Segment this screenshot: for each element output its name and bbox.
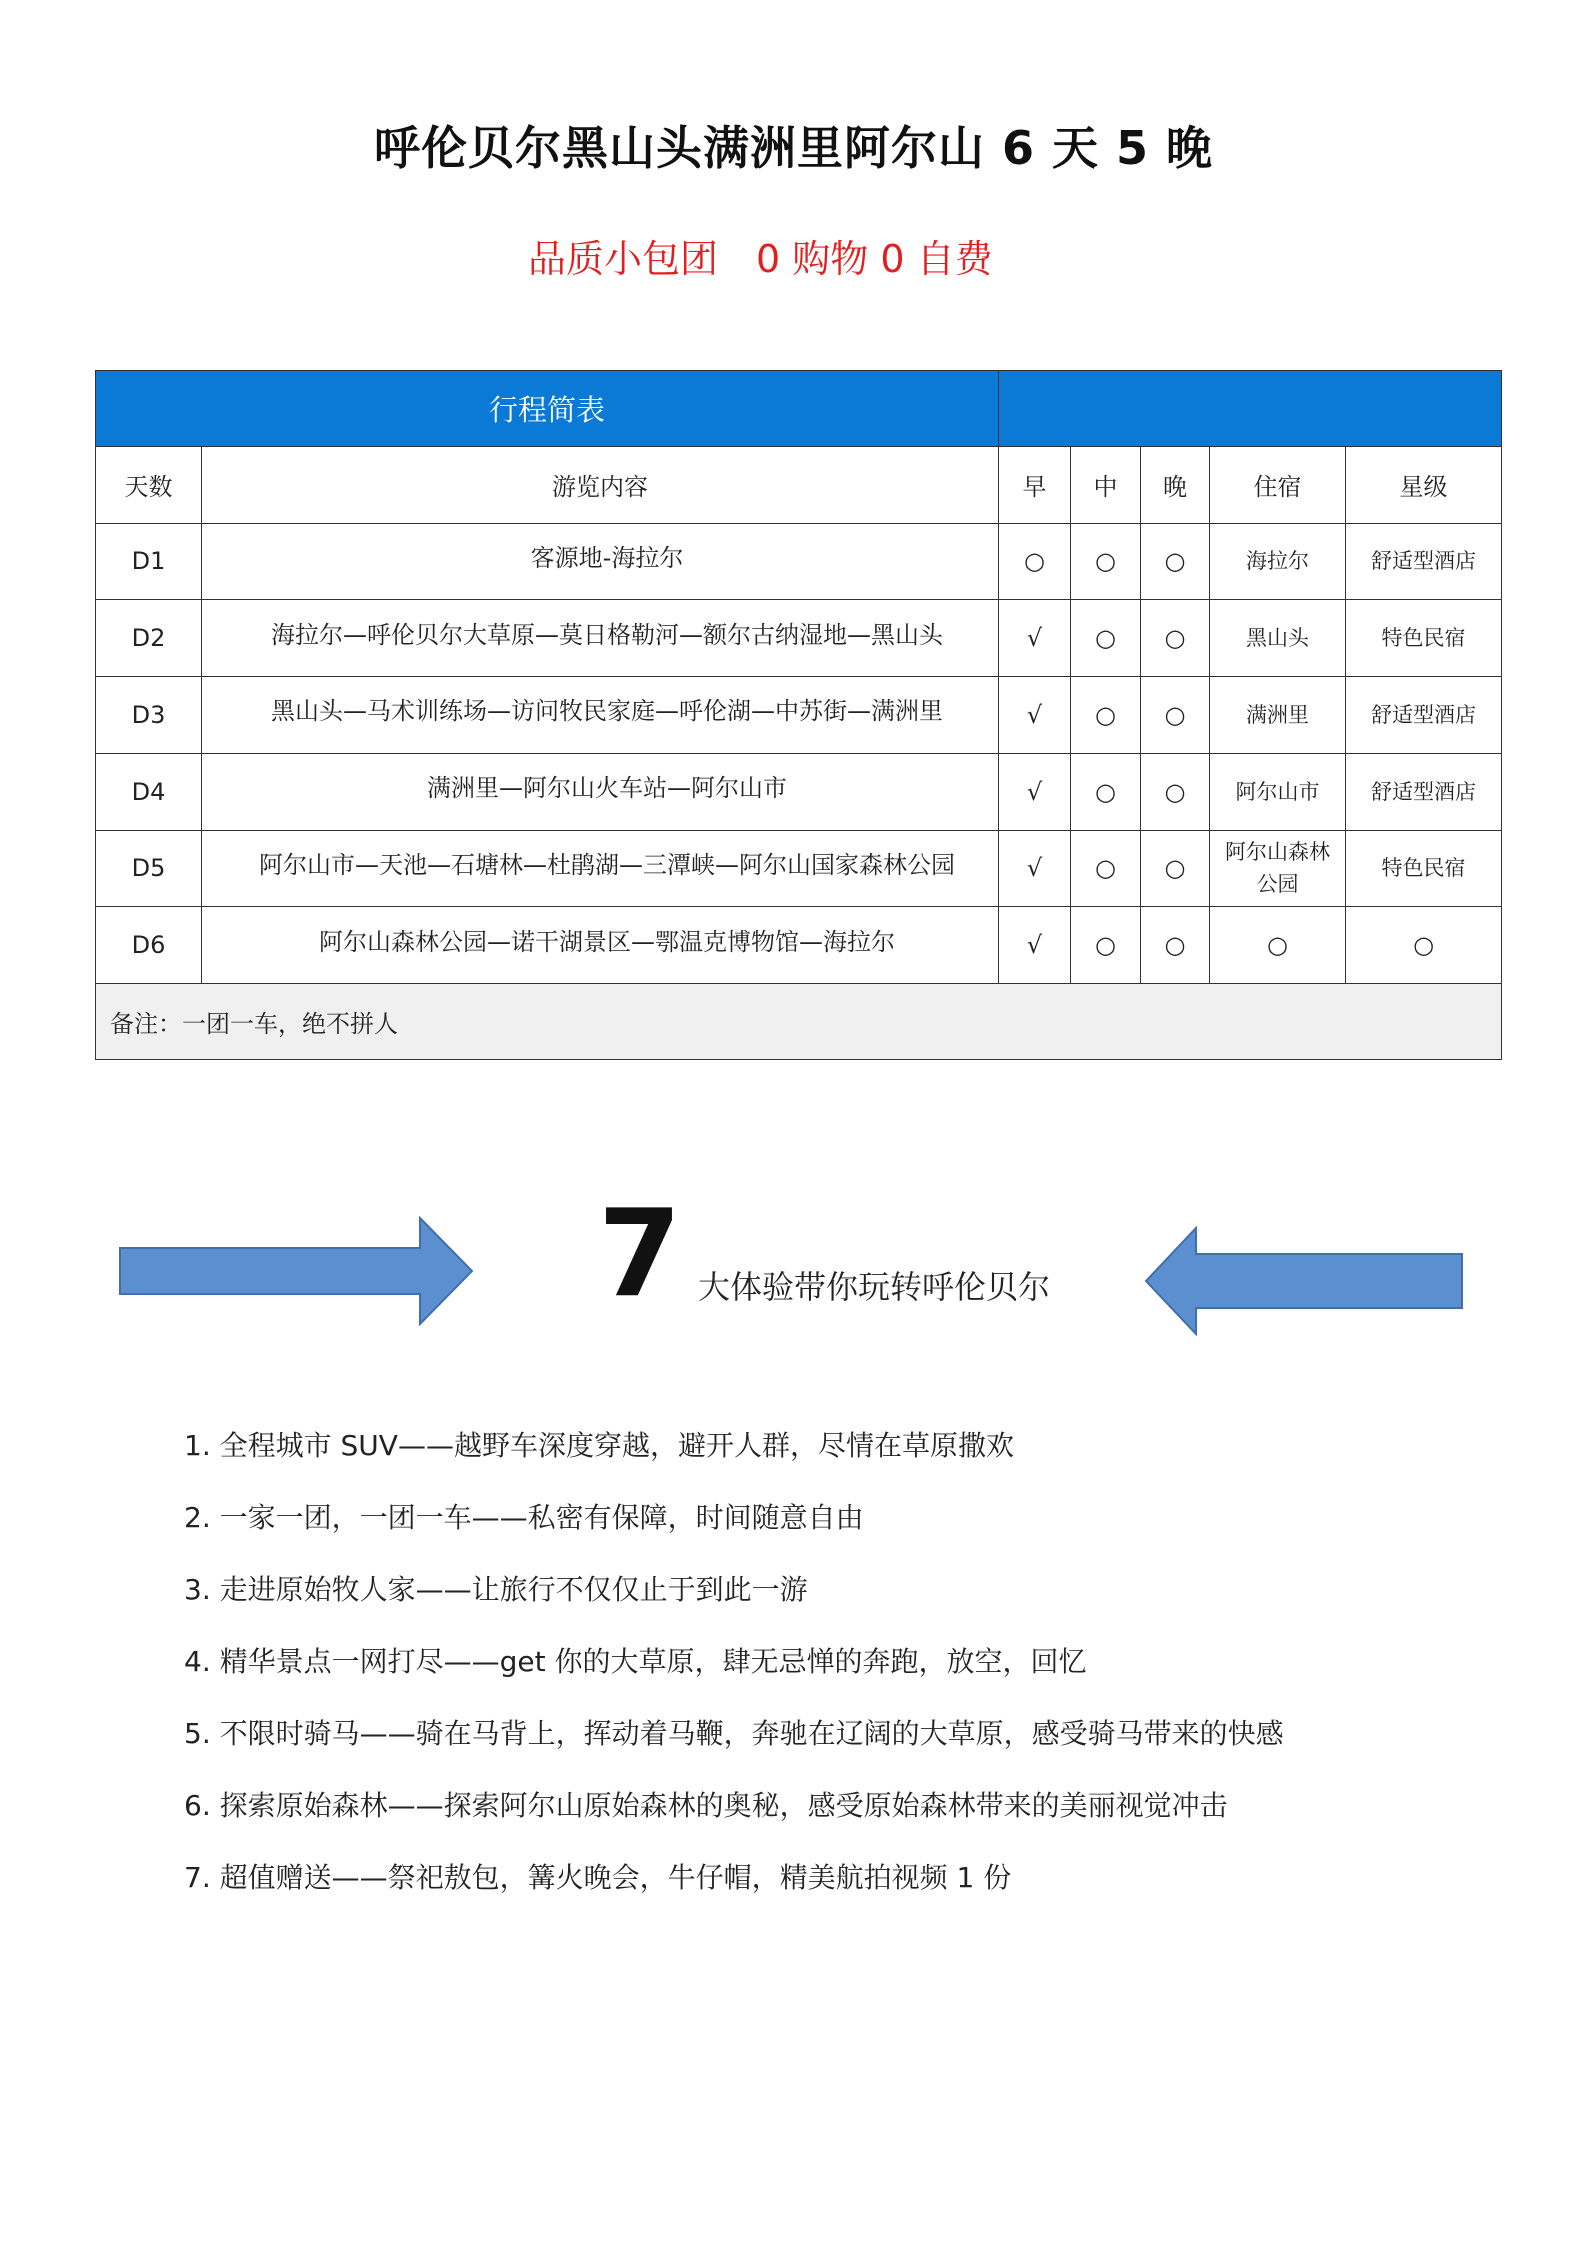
table-row: [96, 753, 1502, 830]
col-header-content: 游览内容: [202, 446, 999, 523]
arrow-left-icon: [1144, 1226, 1464, 1336]
lunch-cell: ○: [1071, 830, 1141, 907]
page-title: 呼伦贝尔黑山头满洲里阿尔山 6 天 5 晚: [373, 121, 1214, 175]
day-cell: D4: [96, 753, 202, 830]
content-text: 海拉尔—呼伦贝尔大草原—莫日格勒河—额尔古纳湿地—黑山头: [271, 620, 943, 649]
lunch-cell: ○: [1071, 523, 1141, 600]
rating-cell: 舒适型酒店: [1346, 523, 1502, 600]
table-row: [96, 907, 1502, 984]
lodging-cell: 黑山头: [1210, 600, 1346, 677]
lodging-cell: ○: [1210, 907, 1346, 984]
col-header-lunch: 中: [1071, 446, 1141, 523]
rating-cell: 特色民宿: [1346, 830, 1502, 907]
lunch-cell: ○: [1071, 753, 1141, 830]
breakfast-cell: ○: [999, 523, 1071, 600]
lodging-cell: 阿尔山森林公园: [1210, 830, 1346, 907]
lodging-cell: 海拉尔: [1210, 523, 1346, 600]
content-cell: [202, 753, 999, 830]
rating-cell: 舒适型酒店: [1346, 677, 1502, 754]
dinner-cell: ○: [1141, 523, 1210, 600]
list-item: 6. 探索原始森林——探索阿尔山原始森林的奥秘，感受原始森林带来的美丽视觉冲击: [184, 1789, 1228, 1822]
list-item: 4. 精华景点一网打尽——get 你的大草原，肆无忌惮的奔跑，放空，回忆: [184, 1645, 1087, 1678]
breakfast-cell: √: [999, 830, 1071, 907]
dinner-cell: ○: [1141, 677, 1210, 754]
content-cell: [202, 677, 999, 754]
col-header-day: 天数: [96, 446, 202, 523]
col-header-dinner: 晚: [1141, 446, 1210, 523]
col-header-rating: 星级: [1346, 446, 1502, 523]
dinner-cell: ○: [1141, 830, 1210, 907]
rating-cell: 特色民宿: [1346, 600, 1502, 677]
day-cell: D3: [96, 677, 202, 754]
col-header-breakfast: 早: [999, 446, 1071, 523]
arrow-right-icon: [118, 1216, 478, 1326]
dinner-cell: ○: [1141, 907, 1210, 984]
table-note: 备注：一团一车，绝不拼人: [96, 984, 1502, 1060]
breakfast-cell: √: [999, 907, 1071, 984]
breakfast-cell: √: [999, 677, 1071, 754]
content-text: 阿尔山市—天池—石塘林—杜鹃湖—三潭峡—阿尔山国家森林公园: [259, 850, 955, 879]
day-cell: D5: [96, 830, 202, 907]
content-text: 阿尔山森林公园—诺干湖景区—鄂温克博物馆—海拉尔: [319, 927, 895, 956]
lunch-cell: ○: [1071, 907, 1141, 984]
list-item: 5. 不限时骑马——骑在马背上，挥动着马鞭，奔驰在辽阔的大草原，感受骑马带来的快感: [184, 1717, 1284, 1750]
content-cell: [202, 907, 999, 984]
content-text: 客源地-海拉尔: [530, 543, 684, 572]
highlight-caption: 大体验带你玩转呼伦贝尔: [698, 1268, 1051, 1306]
dinner-cell: ○: [1141, 753, 1210, 830]
highlights-list: [184, 1418, 1284, 1922]
lodging-cell: 阿尔山市: [1210, 753, 1346, 830]
table-header-row: [96, 446, 1502, 523]
day-cell: D1: [96, 523, 202, 600]
rating-cell: 舒适型酒店: [1346, 753, 1502, 830]
lodging-cell: 满洲里: [1210, 677, 1346, 754]
rating-cell: ○: [1346, 907, 1502, 984]
highlight-number: 7: [598, 1185, 682, 1324]
col-header-lodging: 住宿: [1210, 446, 1346, 523]
table-note-row: [96, 984, 1502, 1060]
list-item: 7. 超值赠送——祭祀敖包，篝火晚会，牛仔帽，精美航拍视频 1 份: [184, 1861, 1012, 1894]
list-item: 1. 全程城市 SUV——越野车深度穿越，避开人群，尽情在草原撒欢: [184, 1429, 1014, 1462]
breakfast-cell: √: [999, 600, 1071, 677]
table-row: [96, 677, 1502, 754]
day-cell: D2: [96, 600, 202, 677]
table-banner-blank: [999, 371, 1502, 447]
content-cell: [202, 523, 999, 600]
lunch-cell: ○: [1071, 677, 1141, 754]
page-subtitle: 品质小包团 0 购物 0 自费: [528, 237, 993, 281]
content-text: 满洲里—阿尔山火车站—阿尔山市: [427, 774, 787, 803]
itinerary-table: [95, 370, 1502, 1060]
content-cell: [202, 600, 999, 677]
content-text: 黑山头—马术训练场—访问牧民家庭—呼伦湖—中苏街—满洲里: [271, 697, 943, 726]
day-cell: D6: [96, 907, 202, 984]
list-item: 3. 走进原始牧人家——让旅行不仅仅止于到此一游: [184, 1573, 808, 1606]
table-banner-title: 行程简表: [96, 371, 999, 447]
table-row: [96, 830, 1502, 907]
lunch-cell: ○: [1071, 600, 1141, 677]
table-banner-row: [96, 371, 1502, 447]
dinner-cell: ○: [1141, 600, 1210, 677]
table-row: [96, 600, 1502, 677]
table-row: [96, 523, 1502, 600]
breakfast-cell: √: [999, 753, 1071, 830]
list-item: 2. 一家一团，一团一车——私密有保障，时间随意自由: [184, 1501, 864, 1534]
content-cell: [202, 830, 999, 907]
